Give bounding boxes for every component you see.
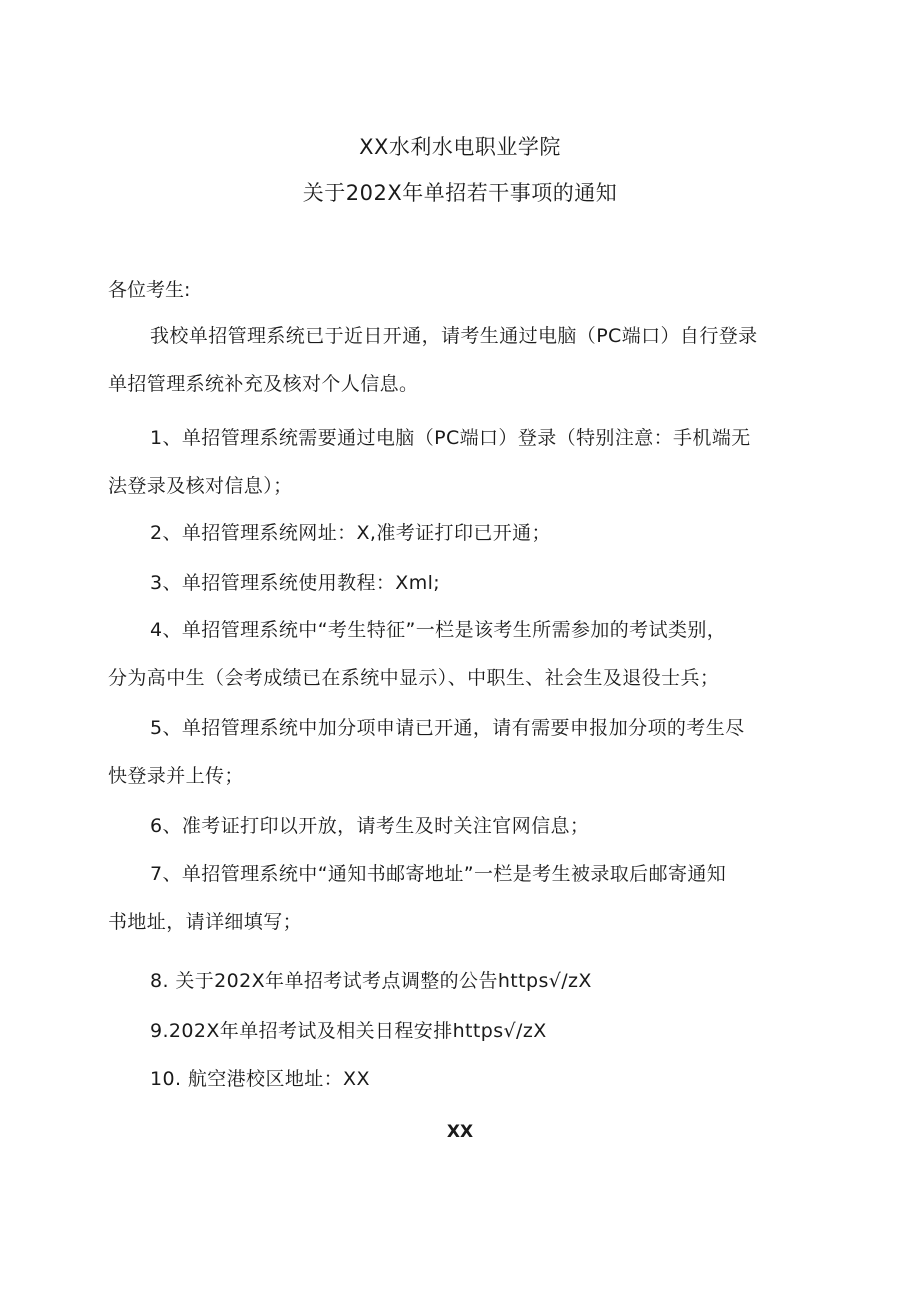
item-4-line2: 分为高中生（会考成绩已在系统中显示）、中职生、社会生及退役士兵；	[108, 667, 720, 689]
item-5-line1: 5、单招管理系统中加分项申请已开通，请有需要申报加分项的考生尽	[150, 717, 745, 739]
item-1-line2: 法登录及核对信息）；	[108, 475, 293, 497]
item-5	[108, 704, 812, 800]
item-7-line2: 书地址，请详细填写；	[108, 911, 303, 933]
item-1-line1: 1、单招管理系统需要通过电脑（PC端口）登录（特别注意：手机端无	[150, 427, 751, 449]
item-1	[108, 414, 812, 510]
item-10: 10. 航空港校区地址：XX	[150, 1068, 370, 1090]
item-4-line1: 4、单招管理系统中“考生特征”一栏是该考生所需参加的考试类别，	[150, 619, 727, 641]
item-6: 6、准考证打印以开放，请考生及时关注官网信息；	[150, 815, 590, 837]
item-3: 3、单招管理系统使用教程：Xml;	[150, 572, 441, 594]
document-title-line1: XX水利水电职业学院	[359, 135, 561, 159]
intro-paragraph	[108, 312, 812, 408]
item-7	[108, 850, 812, 946]
document-title-line2: 关于202X年单招若干事项的通知	[302, 181, 618, 205]
item-2: 2、单招管理系统网址：X,准考证打印已开通；	[150, 522, 551, 544]
item-5-line2: 快登录并上传；	[108, 765, 244, 787]
item-8: 8. 关于202X年单招考试考点调整的公告https√/zX	[150, 970, 592, 992]
intro-line2: 单招管理系统补充及核对个人信息。	[108, 373, 419, 395]
item-4	[108, 606, 812, 702]
salutation: 各位考生:	[108, 279, 191, 301]
item-7-line1: 7、单招管理系统中“通知书邮寄地址”一栏是考生被录取后邮寄通知	[150, 863, 727, 885]
item-9: 9.202X年单招考试及相关日程安排https√/zX	[150, 1020, 547, 1042]
intro-line1: 我校单招管理系统已于近日开通，请考生通过电脑（PC端口）自行登录	[150, 325, 758, 347]
signature: XX	[446, 1122, 474, 1142]
